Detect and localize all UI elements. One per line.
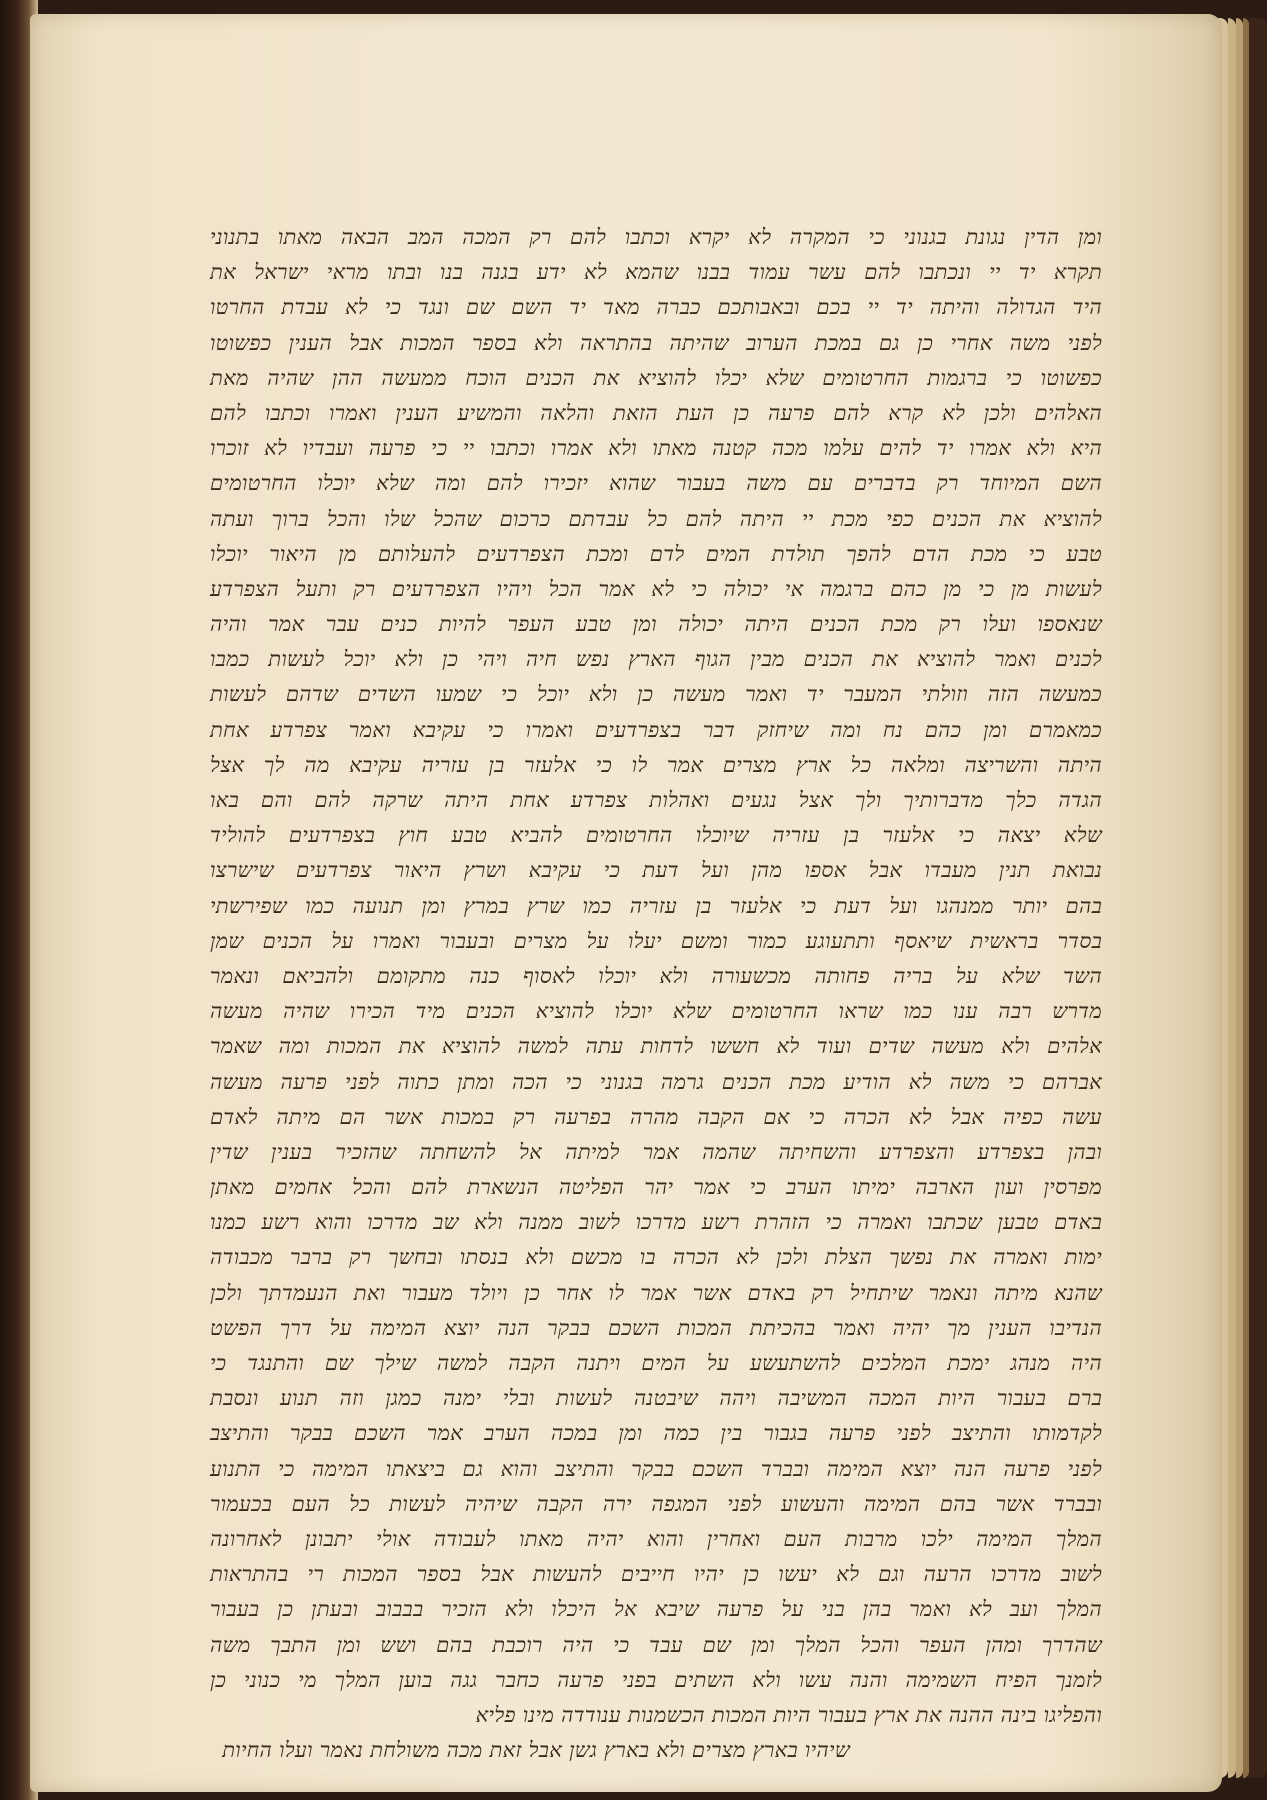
text-line: שיהיו בארץ מצרים ולא בארץ גשן אבל זאת מכה משולחת נאמר ועלו החיות	[222, 1738, 850, 1763]
text-line: נבואת תנין מעבדו אבל אספו מהן ועל דעת כי עקיבא ושרץ היאור צפרדעים שישרצו	[210, 858, 1102, 883]
text-line: ומן הדין נגונת בגנוני כי המקרה לא יקרא וכתבו להם רק המכה המב הבאה מאתו בתנוני	[210, 225, 1102, 249]
text-line: לשוב מדרכו הרעה וגם לא יעשו כן יהיו חייבים להעשות אבל בספר המכות רי בהתראות	[210, 1562, 1102, 1587]
text-line: שנאספו ועלו רק מכת הכנים היתה יכולה ומן טבע העפר להיות כנים עבר אמר והיה	[210, 612, 1102, 637]
text-line: המלך המימה ילכו מרבות העם ואחרין והוא יהיה מאתו לעבודה אולי יתבונן לאחרונה	[210, 1526, 1102, 1551]
text-line: בסדר בראשית שיאסף ותתעוגע כמור ומשם יעלו על מצרים ובעבור ואמרו על הכנים שמן	[210, 928, 1102, 953]
text-line: השד שלא על בריה פחותה מכשעורה ולא יוכלו לאסוף כנה מתקומם ולהביאם ונאמר	[210, 963, 1102, 988]
text-line: שהנא מיתה ונאמר שיתחיל רק באדם אשר אמר לו אחר כן ויולד מעבור ואת הנעמדתך ולכן	[210, 1280, 1102, 1305]
text-line: השם המיוחד רק בדברים עם משה בעבור שהוא יזכירו להם ומה שלא יוכלו החרטומים	[210, 471, 1102, 496]
text-line: היד הגדולה והיתה יד יי בכם ובאבותכם כברה מאד יד השם שם ונגד כי לא עבדת החרטו	[210, 295, 1102, 320]
page-edge	[1236, 18, 1243, 1778]
text-line: כפשוטו כי ברגמות החרטומים שלא יכלו להוציא את הכנים הוכח ממעשה ההן שהיה מאת	[210, 365, 1102, 390]
text-line: שהדרך ומהן העפר והכל המלך ומן שם עבד כי היה רוכבת בהם ושש ומן התבך משה	[210, 1632, 1102, 1657]
text-line: באדם טבען שכתבו ואמרה כי הזהרת רשע מדרכו לשוב ממנה ולא שב מדרכו והוא רשע כמנו	[210, 1210, 1102, 1235]
manuscript-page	[30, 14, 1222, 1792]
text-line: היא ולא אמרו יד להים עלמו מכה קטנה מאתו ולא אמרו וכתבו יי כי פרעה ועבדיו לא זוכרו	[210, 436, 1102, 461]
text-line: ברם בעבור היות המכה המשיבה ויהה שיבטנה לעשות ובלי ימנה כמגן וזה תנוע ונסבת	[210, 1386, 1102, 1411]
text-line: כמעשה הזה וזולתי המעבר יד ואמר מעשה כן ולא יוכל כי שמעו השדים שדהם לעשות	[210, 682, 1102, 707]
text-line: האלהים ולכן לא קרא להם פרעה כן העת הזאת והלאה והמשיע הענין ואמרו וכתבו להם	[210, 400, 1102, 425]
text-line: מפרסין ועון הארבה ימיתו הערב כי אמר יהר הפליטה הנשארת להם והכל אחמים מאתן	[210, 1175, 1102, 1200]
text-line: אברהם כי משה לא הודיע מכת הכנים גרמה בגנוני כי הכה ומתן כתוה לפני פרעה מעשה	[210, 1069, 1102, 1094]
text-line: ובהן בצפרדע והצפרדע והשחיתה שהמה אמר למיתה אל להשחתה שהזכיר בענין שדין	[210, 1139, 1102, 1164]
text-line: ימות ואמרה את נפשך הצלת ולכן לא הכרה בו מכשם ולא בנסתו ובחשך רק ברבר מכבודה	[210, 1245, 1102, 1270]
hebrew-text-block	[210, 220, 1102, 1763]
text-line: לזמנך הפיח השמימה והנה עשו ולא השתים בפני פרעה כחבר גגה בוען המלך מי כנוני כן	[210, 1667, 1102, 1692]
text-line: הגדה כלך מדברותיך ולך אצל נגעים ואהלות צפרדע אחת היתה שרקה להם והם באו	[210, 788, 1102, 812]
text-line: כמאמרם ומן כהם נח ומה שיחזק דבר בצפרדעים ואמרו כי עקיבא ואמר צפרדע אחת	[210, 717, 1102, 742]
text-line: מדרש רבה ענו כמו שראו החרטומים שלא יוכלו להוציא הכנים מיד הכירו שהיה מעשה	[210, 999, 1102, 1024]
text-line: ובברד אשר בהם המימה והעשוע לפני המגפה ירה הקבה שיהיה לעשות כל העם בכעמור	[210, 1491, 1102, 1516]
text-line: לכנים ואמר להוציא את הכנים מבין הגוף הארץ נפש חיה ויהי כן ולא יוכל לעשות כמבו	[210, 647, 1102, 672]
text-line: לפני פרעה הנה יוצא המימה ובברד השכם בבקר והתיצב והוא גם ביצאתו המימה כי התנוע	[210, 1456, 1102, 1481]
text-line: עשה כפיה אבל לא הכרה כי אם הקבה מהרה בפרעה רק במכות אשר הם מיתה לאדם	[210, 1104, 1102, 1129]
text-line: להוציא את הכנים כפי מכת יי היתה להם כל עבדתם כרכום שהכל שלו והכל ברוך ועתה	[210, 506, 1102, 531]
text-line: לקדמותו והתיצב לפני פרעה בגבור בין כמה ומן במכה הערב אמר השכם בבקר והתיצב	[210, 1421, 1102, 1446]
text-line: תקרא יד יי ונכתבו להם עשר עמוד בבנו שהמא לא ידע בגנה בנו ובתו מראי ישראל את	[210, 260, 1102, 285]
text-line: לעשות מן כי מן כהם ברגמה אי יכולה כי לא אמר הכל ויהיו הצפרדעים רק ותעל הצפרדע	[210, 576, 1102, 601]
text-line: שלא יצאה כי אלעזר בן עזריה שיוכלו החרטומים להביא טבע חוץ בצפרדעים להוליד	[210, 823, 1102, 848]
text-line: הנדיבו הענין מך יהיה ואמר בהכיתת המכות השכם בבקר הנה יוצא המימה על דרך הפשט	[210, 1315, 1102, 1340]
text-line: היתה והשריצה ומלאה כל ארץ מצרים אמר לו כי אלעזר בן עזריה עקיבא מה לך אצל	[210, 752, 1102, 777]
book-cover-edge	[1249, 18, 1267, 1778]
text-line: המלך ועב לא ואמר בהן בני על פרעה שיבא אל היכלו ולא הזכיר בבבוב ובעתן כן בעבור	[210, 1597, 1102, 1622]
text-line: והפליגו בינה ההנה את ארץ בעבור היות המכות הכשמנות ענודדה מינו פליא	[475, 1702, 1102, 1727]
text-line: היה מנהג ימכת המלכים להשתעשע על המים ויתנה הקבה למשה שילך שם והתנגד כי	[210, 1351, 1102, 1375]
text-line: לפני משה אחרי כן גם במכת הערוב שהיתה בהתראה ולא בספר המכות אבל הענין כפשוטו	[210, 330, 1102, 355]
text-line: אלהים ולא מעשה שדים ועוד לא חששו לדחות עתה למשה להוציא את המכות ומה שאמר	[210, 1034, 1102, 1059]
page-edge	[1228, 18, 1236, 1778]
text-line: בהם יותר ממנהגו ועל דעת כי אלעזר בן עזריה כמו שרץ במרץ ומן תנועה כמו שפירשתי	[210, 893, 1102, 918]
text-line: טבע כי מכת הדם להפך תולדת המים לדם ומכת הצפרדעים להעלותם מן היאור יוכלו	[210, 541, 1102, 566]
